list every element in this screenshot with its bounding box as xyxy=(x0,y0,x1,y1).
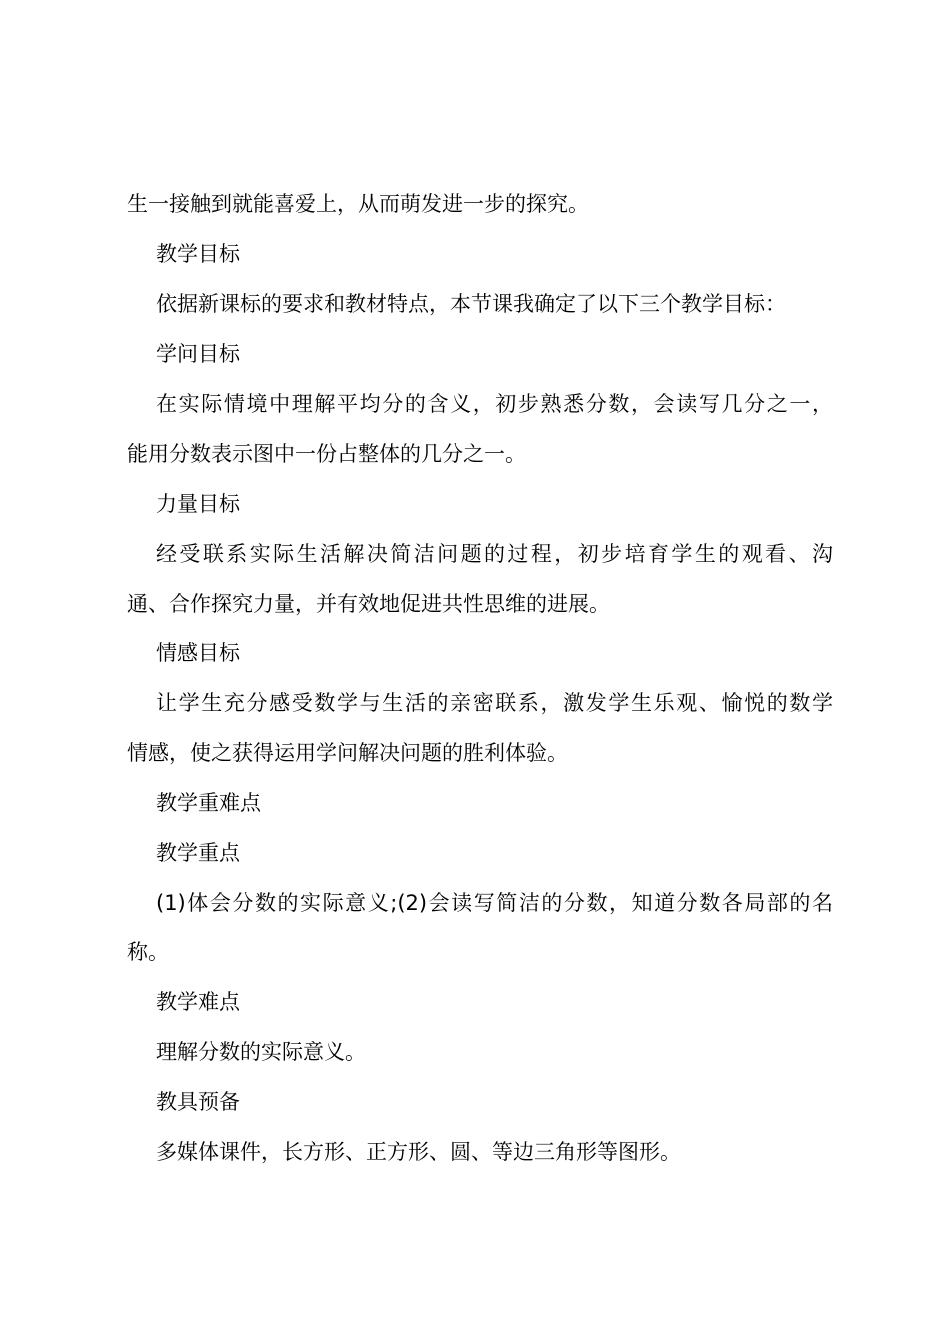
paragraph-emotion-line-1: 让学生充分感受数学与生活的亲密联系，激发学生乐观、愉悦的数学 xyxy=(156,691,833,715)
paragraph-ability-line-1: 经受联系实际生活解决简洁问题的过程，初步培育学生的观看、沟 xyxy=(156,542,833,566)
paragraph-knowledge-line-1: 在实际情境中理解平均分的含义，初步熟悉分数，会读写几分之一， xyxy=(156,392,833,416)
paragraph-continuation: 生一接触到就能喜爱上，从而萌发进一步的探究。 xyxy=(127,192,589,216)
heading-key-difficult-points: 教学重难点 xyxy=(156,791,261,815)
heading-emotion-objectives: 情感目标 xyxy=(156,641,240,665)
heading-knowledge-objectives: 学问目标 xyxy=(156,342,240,366)
paragraph-difficult-points: 理解分数的实际意义。 xyxy=(156,1040,366,1064)
paragraph-emotion-line-2: 情感，使之获得运用学问解决问题的胜利体验。 xyxy=(127,741,568,765)
heading-teaching-aids: 教具预备 xyxy=(156,1090,240,1114)
heading-ability-objectives: 力量目标 xyxy=(156,492,240,516)
paragraph-objectives-intro: 依据新课标的要求和教材特点，本节课我确定了以下三个教学目标： xyxy=(156,292,786,316)
paragraph-teaching-aids: 多媒体课件，长方形、正方形、圆、等边三角形等图形。 xyxy=(156,1140,681,1164)
paragraph-knowledge-line-2: 能用分数表示图中一份占整体的几分之一。 xyxy=(127,442,526,466)
paragraph-key-points-line-2: 称。 xyxy=(127,940,169,964)
heading-key-points: 教学重点 xyxy=(156,841,240,865)
paragraph-key-points-line-1: (1)体会分数的实际意义;(2)会读写简洁的分数，知道分数各局部的名 xyxy=(156,891,833,915)
paragraph-ability-line-2: 通、合作探究力量，并有效地促进共性思维的进展。 xyxy=(127,592,610,616)
heading-difficult-points: 教学难点 xyxy=(156,990,240,1014)
heading-teaching-objectives: 教学目标 xyxy=(156,242,240,266)
